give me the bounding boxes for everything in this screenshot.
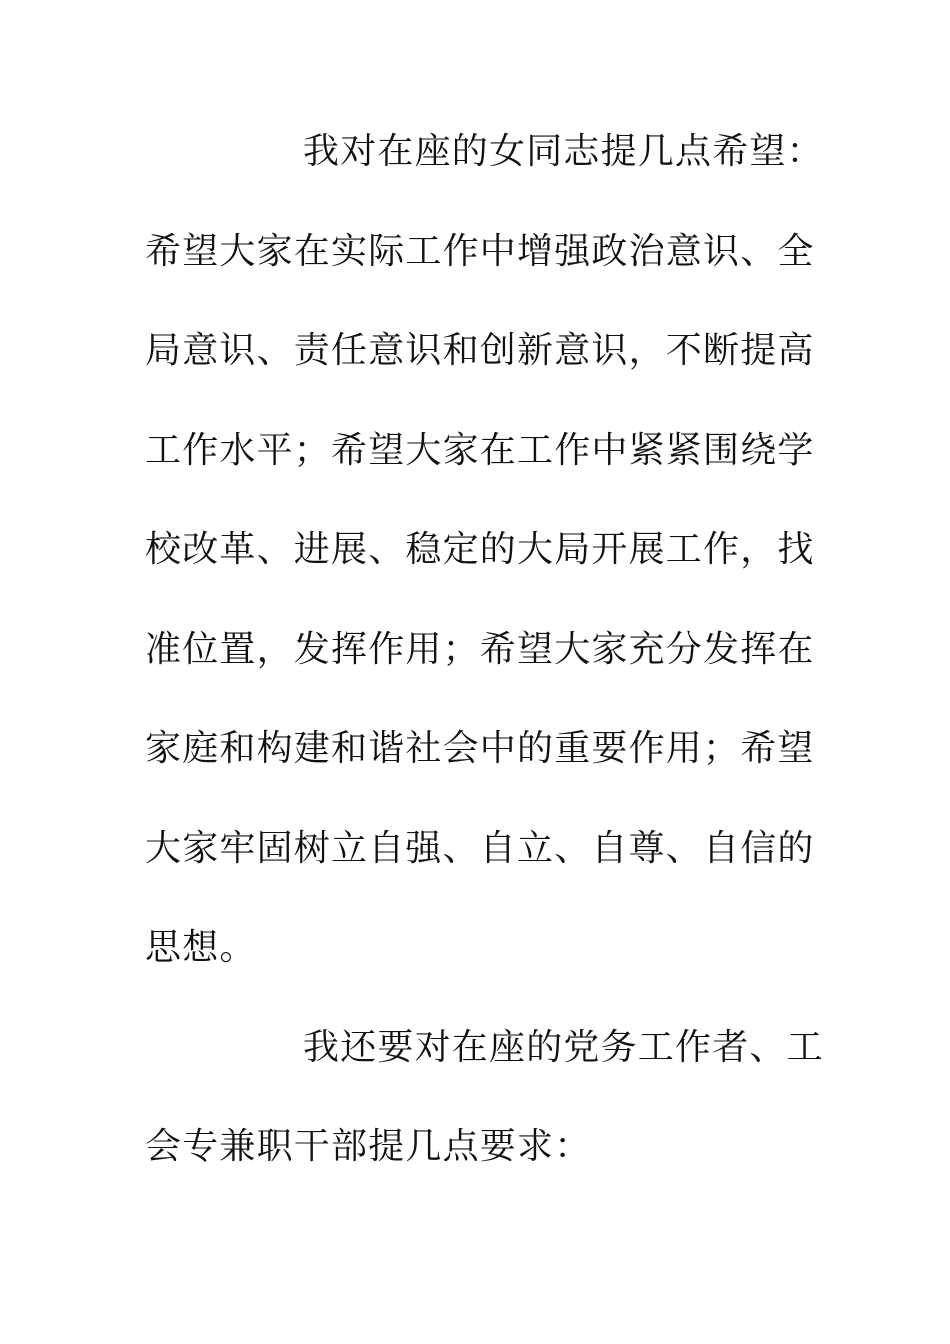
paragraph-3-line-1: 我还要对在座的党务工作者、工 (303, 1026, 824, 1068)
paragraph-2-line-6: 家庭和构建和谐社会中的重要作用；希望 (145, 728, 815, 769)
paragraph-2-line-3: 工作水平；希望大家在工作中紧紧围绕学 (145, 429, 815, 471)
paragraph-2-line-5: 准位置，发挥作用；希望大家充分发挥在 (145, 628, 815, 670)
paragraph-3-line-2: 会专兼职干部提几点要求： (145, 1126, 592, 1167)
paragraph-2-line-7: 大家牢固树立自强、自立、自尊、自信的 (145, 827, 815, 869)
paragraph-2-line-2: 局意识、责任意识和创新意识，不断提高 (145, 330, 815, 371)
paragraph-1-line-1: 我对在座的女同志提几点希望： (303, 131, 824, 172)
paragraph-2-line-8: 思想。 (145, 927, 257, 968)
paragraph-2-line-1: 希望大家在实际工作中增强政治意识、全 (145, 230, 815, 272)
paragraph-2-line-4: 校改革、进展、稳定的大局开展工作，找 (145, 529, 815, 570)
document-body (145, 128, 824, 1223)
